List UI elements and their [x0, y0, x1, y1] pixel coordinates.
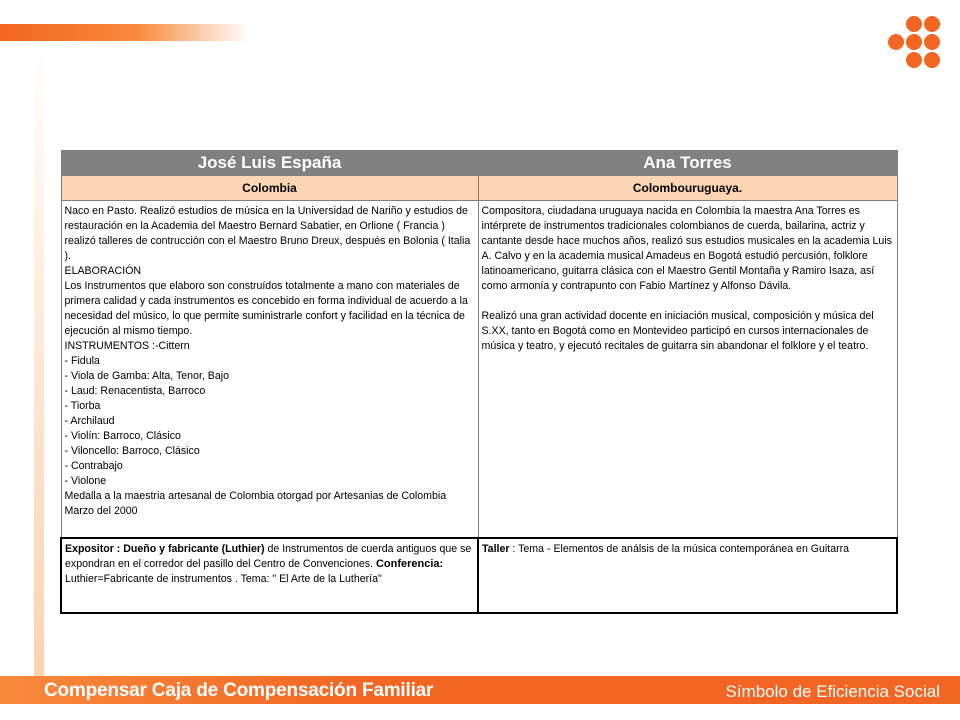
orange-dots-logo-icon — [884, 14, 944, 72]
conference-text: Luthier=Fabricante de instrumentos . Tema: " El Arte de la Luthería" — [65, 573, 382, 585]
presenter-bio: Compositora, ciudadana uruguaya nacida en Colombia la maestra Ana Torres es intérprete de instrumentos tradicionales colombianos de cuerda, bailarina, actriz y cantante desde hace muchos años, realizó sus estudios musicales en la academia Luis A. Calvo y en la academia musical Amadeus en Bogotá estudió percusión, folklore latinoamericano, guitarra clásica con el Maestro Gentil Montaña y Ramiro Isaza, así como armonía y contrapunto con Fabio Martínez y Alfonso Dávila. Realizó una gran actividad docente en iniciación musical, composición y música del S.XX, tanto en Bogotá como en Montevideo participó en cursos internacionales de música y teatro, y ejecutó recitales de guitarra sin abandonar el folklore y el teatro. — [478, 201, 897, 539]
footer-organization: Compensar Caja de Compensación Familiar — [44, 680, 434, 701]
event-row — [61, 538, 897, 613]
presenters-table — [60, 150, 898, 614]
country-row — [61, 176, 897, 201]
footer-slogan: Símbolo de Eficiencia Social — [725, 682, 940, 701]
left-accent-bar — [34, 40, 44, 680]
presenter-country: Colombia — [61, 176, 478, 201]
event-text: : Tema - Elementos de análsis de la música contemporánea en Guitarra — [509, 543, 850, 555]
bio-row — [61, 201, 897, 539]
event-label: Expositor : Dueño y fabricante (Luthier) — [65, 543, 265, 555]
presenter-country: Colombouruguaya. — [478, 176, 897, 201]
conference-label: Conferencia: — [375, 558, 444, 570]
presenter-event — [478, 538, 897, 613]
presenter-bio: Naco en Pasto. Realizó estudios de música en la Universidad de Nariño y estudios de restauración en la Academia del Maestro Bernard Sabatier, en Orlione ( Francia ) realizó talleres de contrucción con el Maestro Bruno Dreux, después en Bolonia ( Italia ). ELABORACIÓN Los Instrumentos que elaboro son construídos totalmente a mano con materiales de primera calidad y cada instrumentos es concebido en forma individual de acuerdo a la necesidad del músico, lo que permite suministrarle confort y facilidad en la técnica de ejecución al mismo tiempo. INSTRUMENTOS :-Cittern - Fidula - Viola de Gamba: Alta, Tenor, Bajo - Laud: Renacentista, Barroco - Tiorba - Archilaud - Violín: Barroco, Clásico - Viloncello: Barroco, Clásico - Contrabajo - Violone Medalla a la maestria artesanal de Colombia otorgad por Artesanias de Colombia Marzo del 2000 — [61, 201, 478, 539]
presenter-name: Ana Torres — [478, 151, 897, 176]
top-accent-bar — [0, 24, 250, 41]
presenter-name: José Luis España — [61, 151, 478, 176]
event-text: de Instrumentos de cuerda antiguos que se expondran en el corredor del pasillo del Centro de Convenciones. — [65, 543, 472, 570]
footer-strip — [0, 704, 960, 720]
presenter-event — [61, 538, 478, 613]
event-label: Taller — [482, 543, 510, 555]
name-row — [61, 151, 897, 176]
